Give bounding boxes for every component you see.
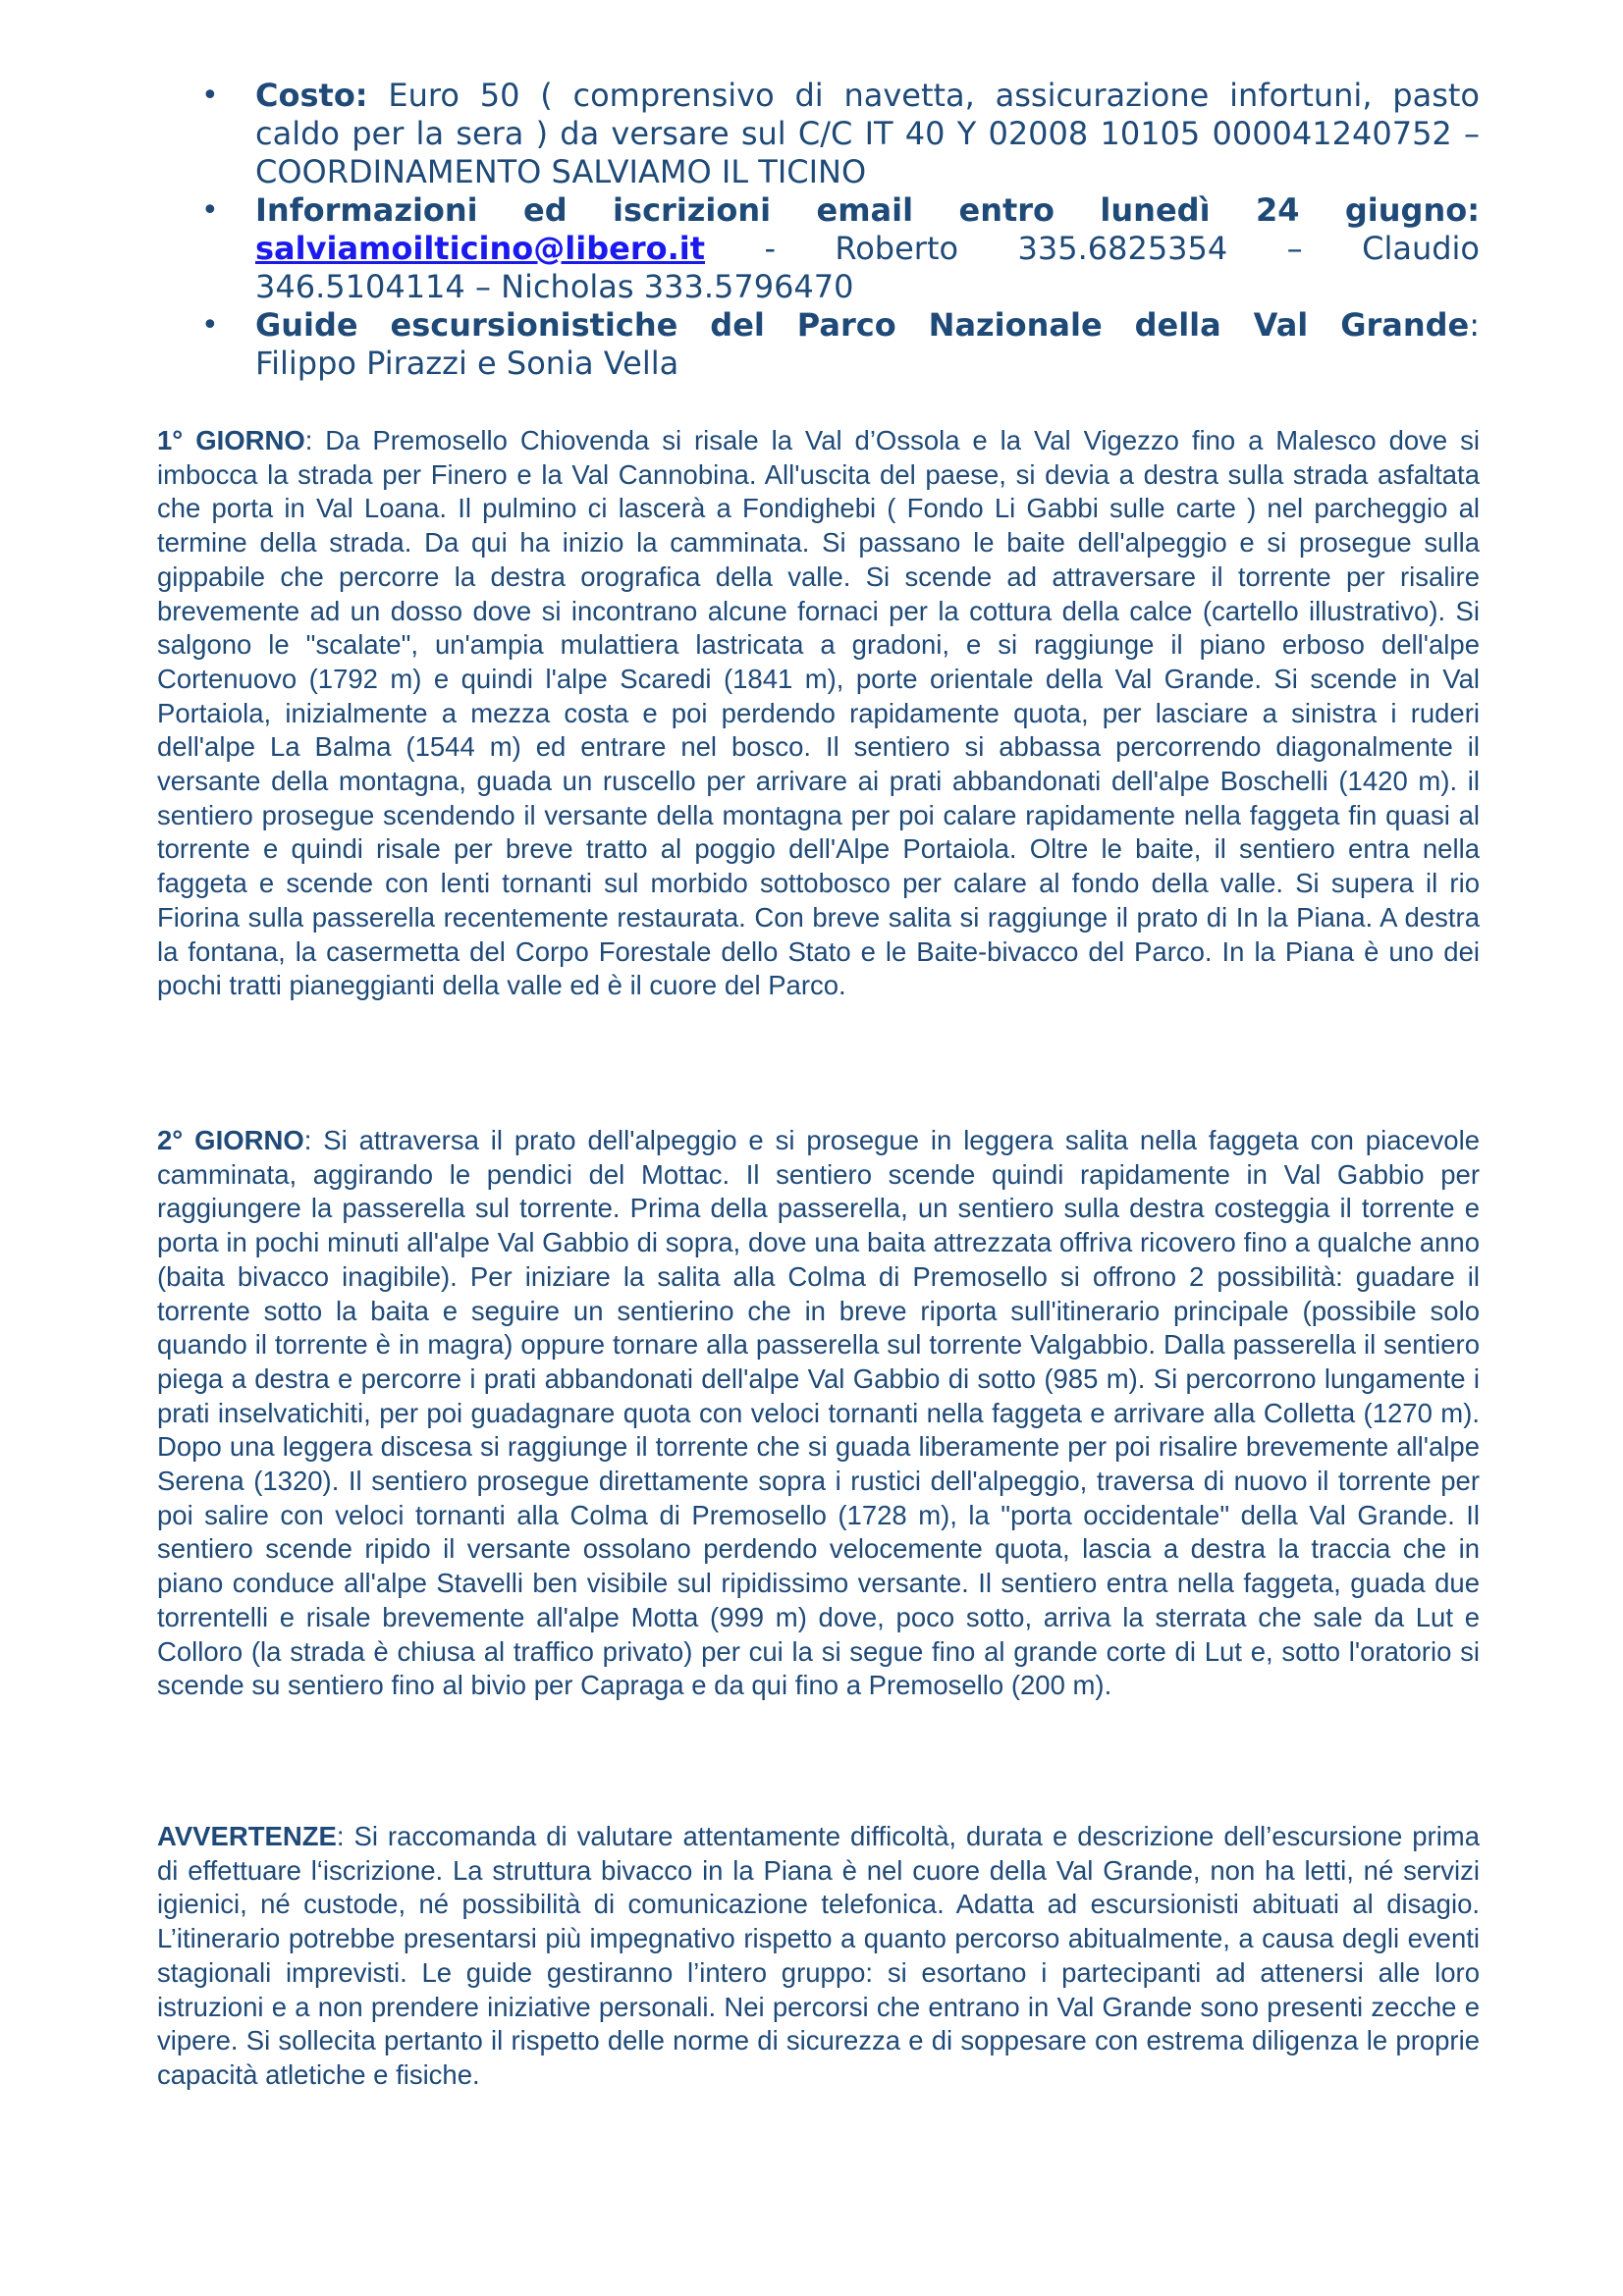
guides-label: Guide escursionistiche del Parco Nazionale della Val Grande: [255, 306, 1470, 344]
info-label: Informazioni ed iscrizioni email entro lunedì 24 giugno:: [255, 191, 1480, 229]
info-contacts-1: - Roberto 335.6825354 – Claudio: [764, 230, 1481, 267]
info-contacts-2: 346.5104114 – Nicholas 333.5796470: [255, 268, 854, 305]
cost-label: Costo:: [255, 77, 368, 114]
warnings-paragraph: [157, 1820, 1480, 2093]
bullet-cost: [201, 77, 1480, 191]
day1-text: : Da Premosello Chiovenda si risale la Val d’Ossola e la Val Vigezzo fino a Malesco dove si imbocca la strada per Finero e la Val Cannobina. All'uscita del paese, si devia a destra sulla strada asfaltata che porta in Val Loana. Il pulmino ci lascerà a Fondighebi ( Fondo Li Gabbi sulle carte ) nel parcheggio al termine della strada. Da qui ha inizio la camminata. Si passano le baite dell'alpeggio e si prosegue sulla gippabile che percorre la destra orografica della valle. Si scende ad attraversare il torrente per risalire brevemente ad un dosso dove si incontrano alcune fornaci per la cottura della calce (cartello illustrativo). Si salgono le "scalate", un'ampia mulattiera lastricata a gradoni, e si raggiunge il piano erboso dell'alpe Cortenuovo (1792 m) e quindi l'alpe Scaredi (1841 m), porte orientale della Val Grande. Si scende in Val Portaiola, inizialmente a mezza costa e poi perdendo rapidamente quota, per lasciare a sinistra i ruderi dell'alpe La Balma (1544 m) ed entrare nel bosco. Il sentiero si abbassa percorrendo diagonalmente il versante della montagna, guada un ruscello per arrivare ai prati abbandonati dell'alpe Boschelli (1420 m). il sentiero prosegue scendendo il versante della montagna per poi calare rapidamente nella faggeta fin quasi al torrente e quindi risale per breve tratto al poggio dell'Alpe Portaiola. Oltre le baite, il sentiero entra nella faggeta e scende con lenti tornanti sul morbido sottobosco per calare al fondo della valle. Si supera il rio Fiorina sulla passerella recentemente restaurata. Con breve salita si raggiunge il prato di In la Piana. A destra la fontana, la casermetta del Corpo Forestale dello Stato e le Baite-bivacco del Parco. In la Piana è uno dei pochi tratti pianeggianti della valle ed è il cuore del Parco.: [157, 425, 1480, 1001]
day2-text: : Si attraversa il prato dell'alpeggio e si prosegue in leggera salita nella faggeta con piacevole camminata, aggirando le pendici del Mottac. Il sentiero scende quindi rapidamente in Val Gabbio per raggiungere la passerella sul torrente. Prima della passerella, un sentiero sulla destra costeggia il torrente e porta in pochi minuti all'alpe Val Gabbio di sopra, dove una baita attrezzata offriva ricovero fino a qualche anno (baita bivacco inagibile). Per iniziare la salita alla Colma di Premosello si offrono 2 possibilità: guadare il torrente sotto la baita e seguire un sentierino che in breve riporta sull'itinerario principale (possibile solo quando il torrente è in magra) oppure tornare alla passerella sul torrente Valgabbio. Dalla passerella il sentiero piega a destra e percorre i prati abbandonati dell'alpe Val Gabbio di sotto (985 m). Si percorrono lungamente i prati inselvatichiti, per poi guadagnare quota con veloci tornanti nella faggeta e arrivare alla Colletta (1270 m). Dopo una leggera discesa si raggiunge il torrente che si guada liberamente per poi risalire brevemente all'alpe Serena (1320). Il sentiero prosegue direttamente sopra i rustici dell'alpeggio, traversa di nuovo il torrente per poi salire con veloci tornanti alla Colma di Premosello (1728 m), la "porta occidentale" della Val Grande. Il sentiero scende ripido il versante ossolano perdendo velocemente quota, lascia a destra la traccia che in piano conduce all'alpe Stavelli ben visibile sul ripidissimo versante. Il sentiero entra nella faggeta, guada due torrentelli e risale brevemente all'alpe Motta (999 m) dove, poco sotto, arriva la sterrata che sale da Lut e Colloro (la strada è chiusa al traffico privato) per cui la si segue fino al grande corte di Lut e, sotto l'oratorio si scende su sentiero fino al bivio per Capraga e da qui fino a Premosello (200 m).: [157, 1125, 1480, 1701]
day1-paragraph: [157, 424, 1480, 1003]
day2-label: 2° GIORNO: [157, 1125, 304, 1155]
bullet-info: [201, 191, 1480, 306]
bullet-dot-icon: •: [201, 79, 219, 113]
warnings-label: AVVERTENZE: [157, 1821, 337, 1851]
cost-text: Euro 50 ( comprensivo di navetta, assicurazione infortuni, pasto caldo per la sera ) da versare sul C/C IT 40 Y 02008 10105 000041240752 – COORDINAMENTO SALVIAMO IL TICINO: [255, 77, 1481, 190]
bullet-dot-icon: •: [201, 193, 219, 228]
info-bullet-list: [201, 77, 1480, 383]
bullet-guides: [201, 306, 1480, 383]
guides-heading-line: [255, 306, 1480, 345]
guides-names: Filippo Pirazzi e Sonia Vella: [255, 345, 679, 382]
warnings-text: : Si raccomanda di valutare attentamente difficoltà, durata e descrizione dell’escursione prima di effettuare l‘iscrizione. La struttura bivacco in la Piana è nel cuore della Val Grande, non ha letti, né servizi igienici, né custode, né possibilità di comunicazione telefonica. Adatta ad escursionisti abituati al disagio. L’itinerario potrebbe presentarsi più impegnativo rispetto a quanto percorso abitualmente, a causa degli eventi stagionali imprevisti. Le guide gestiranno l’intero gruppo: si esortano i partecipanti ad attenersi alle loro istruzioni e a non prendere iniziative personali. Nei percorsi che entrano in Val Grande sono presenti zecche e vipere. Si sollecita pertanto il rispetto delle norme di sicurezza e di soppesare con estrema diligenza le proprie capacità atletiche e fisiche.: [157, 1821, 1480, 2090]
day1-label: 1° GIORNO: [157, 425, 305, 455]
day2-paragraph: [157, 1124, 1480, 1703]
info-contacts-line: [255, 230, 1480, 268]
guides-colon: :: [1469, 306, 1480, 344]
bullet-dot-icon: •: [201, 308, 219, 343]
info-heading-line: [255, 191, 1480, 230]
email-link[interactable]: salviamoilticino@libero.it: [255, 230, 705, 267]
